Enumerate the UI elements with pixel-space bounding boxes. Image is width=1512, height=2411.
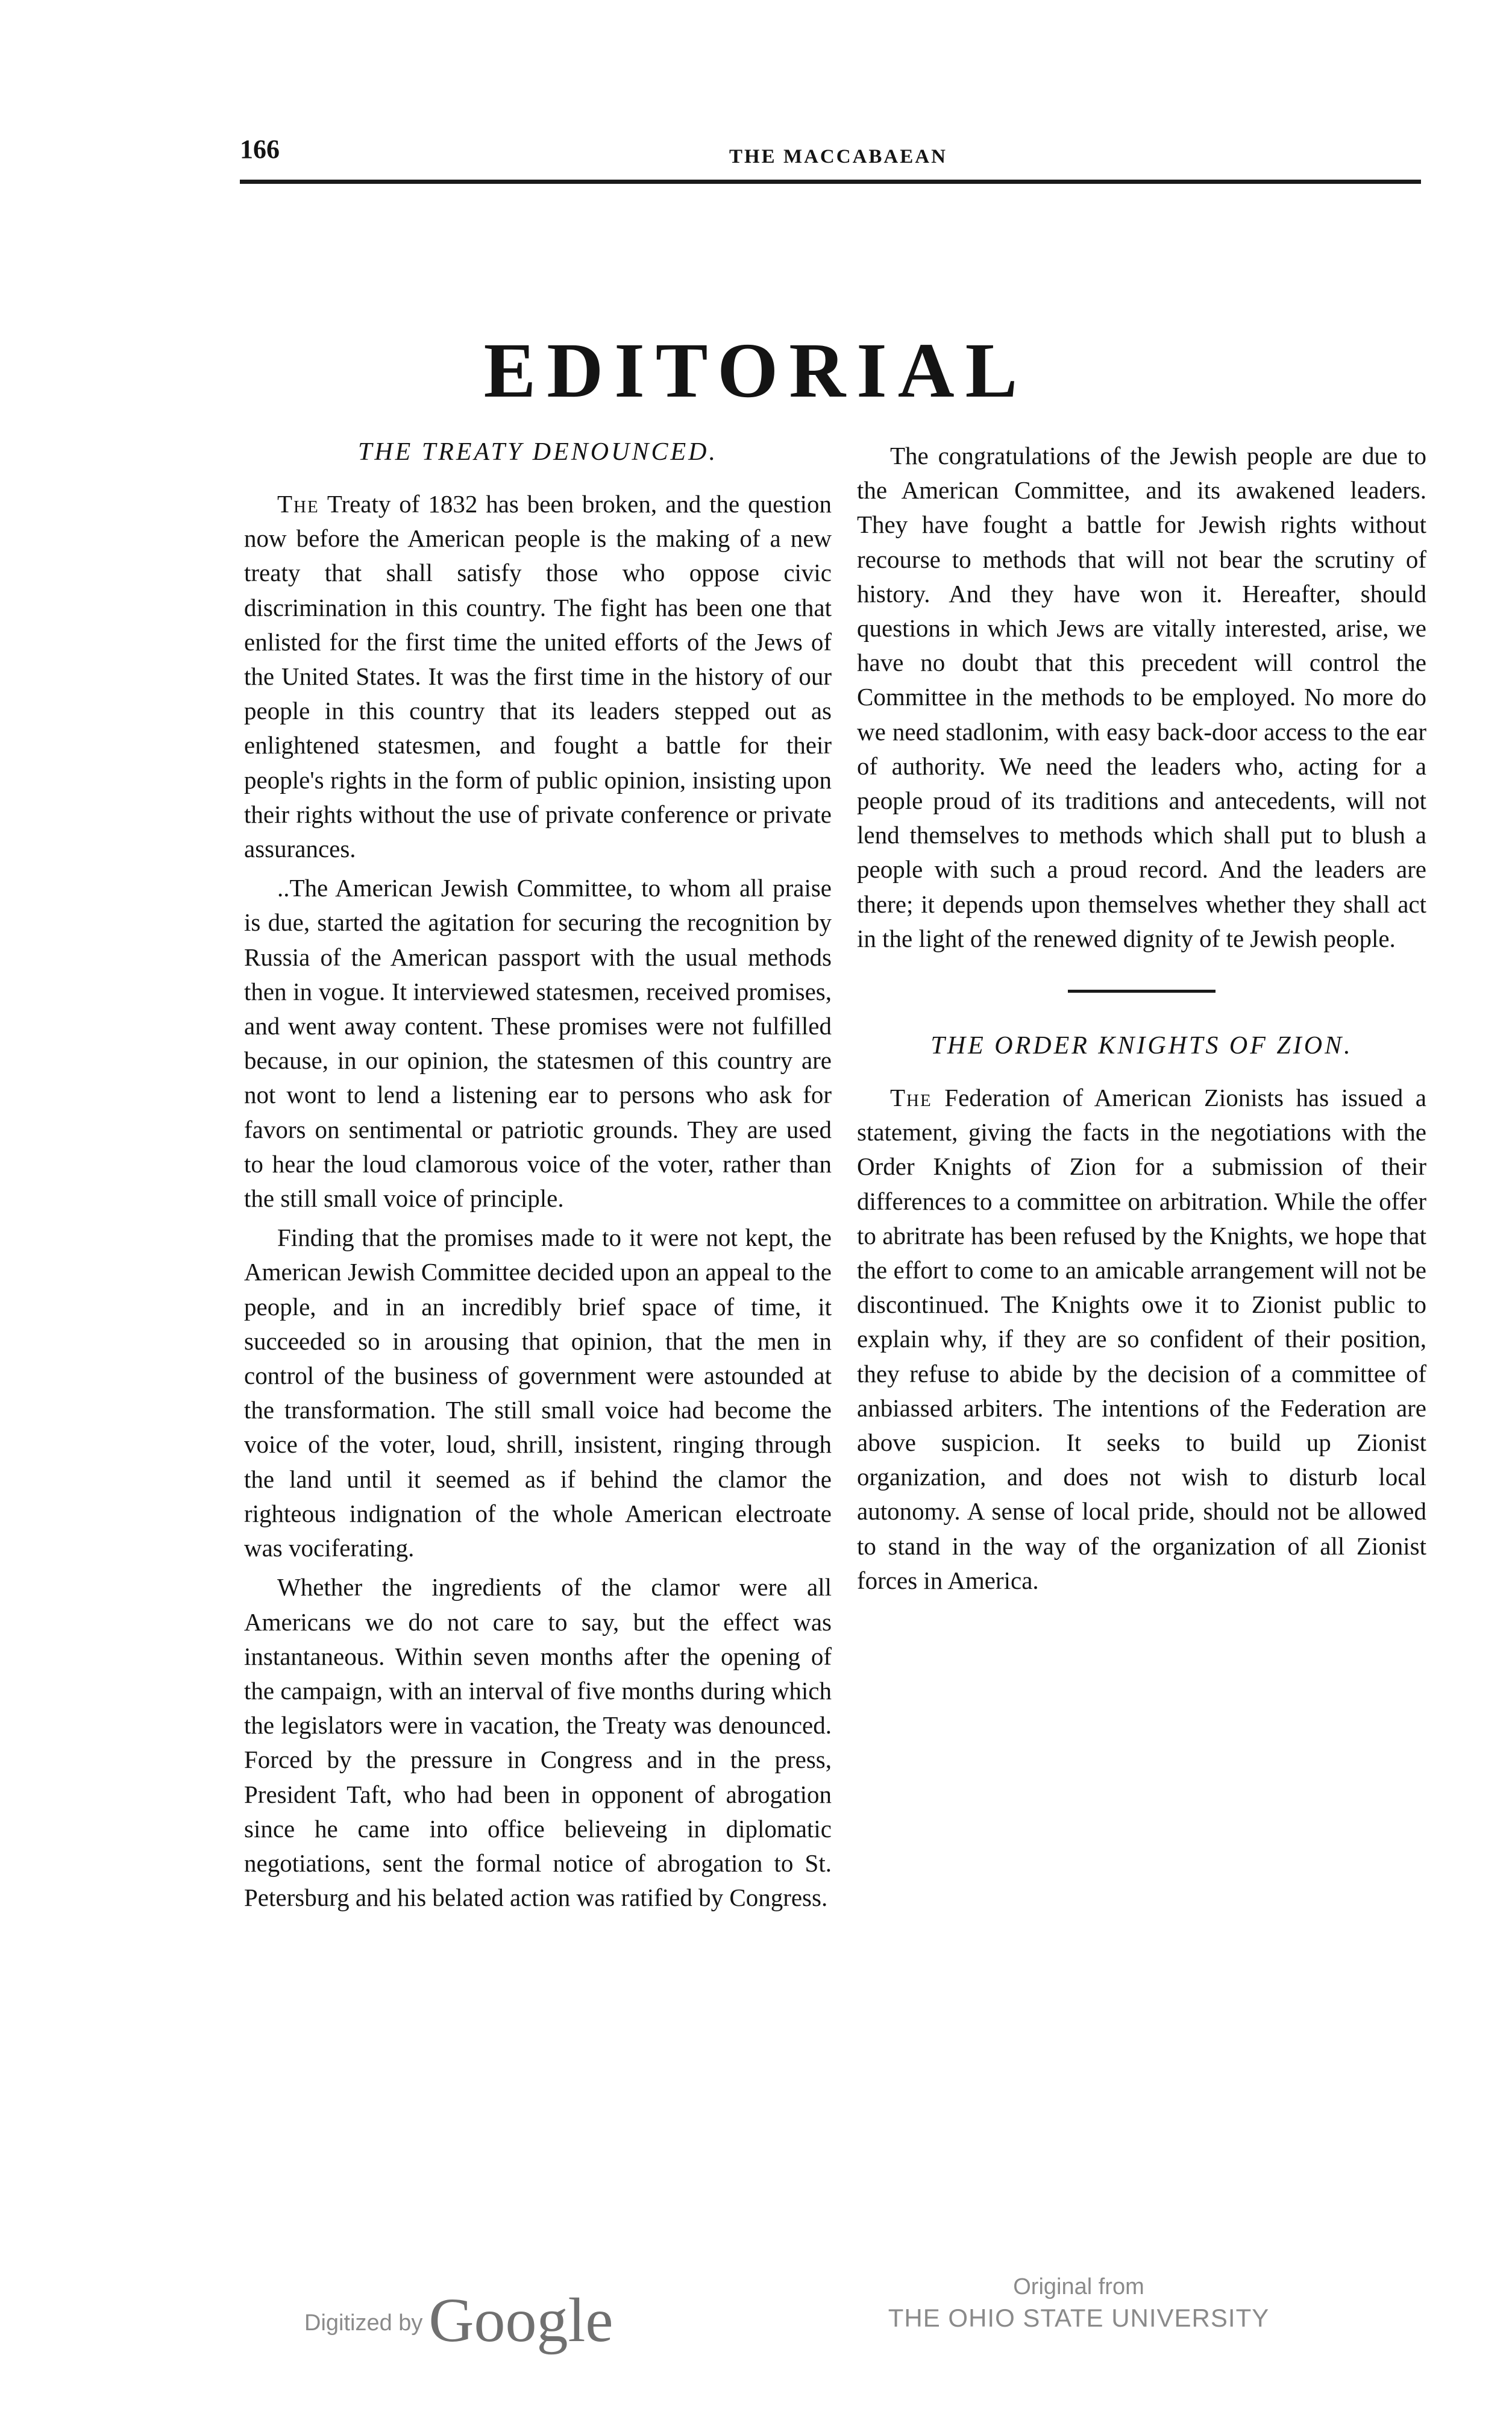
digitized-by-text: Digitized by: [304, 2310, 423, 2336]
paragraph-text: Federation of American Zionists has issued a statement, giving the facts in the negotiations with the Order Knights of Zion for a submission of their differences to a committee on arbitration. While the offer to abritrate has been refused by the Knights, we hope that the effort to come to an amicable arrangement will not be discontinued. The Knights owe it to Zionist public to explain why, if they are so confident of their position, they refuse to abide by the decision of a committee of anbiassed arbiters. The intentions of the Federation are above suspicion. It seeks to build up Zionist organization, and does not wish to disturb local autonomy. A sense of local pride, should not be allowed to stand in the way of the organization of all Zionist forces in America.: [857, 1084, 1426, 1594]
paragraph-lead: The: [890, 1084, 932, 1112]
paragraph: [244, 487, 832, 866]
section-heading-treaty: THE TREATY DENOUNCED.: [357, 438, 718, 466]
original-from-text: Original from: [1013, 2274, 1144, 2299]
google-logo: Google: [428, 2286, 613, 2355]
running-title: THE MACCABAEAN: [729, 146, 947, 168]
institution-name: THE OHIO STATE UNIVERSITY: [888, 2304, 1270, 2332]
header-rule: [240, 180, 1421, 184]
left-column: [244, 434, 832, 1915]
paragraph: Whether the ingredients of the clamor were all Americans we do not care to say, but the effect was instantaneous. Within seven months after the opening of the campaign, with an interval of five months during which the legislators were in vacation, the Treaty was denounced. Forced by the pressure in Congress and in the press, President Taft, who had been in opponent of abrogation since he came into office believeing in diplomatic negotiations, sent the formal notice of abrogation to St. Petersburg and his belated action was ratified by Congress.: [244, 1573, 832, 1912]
paragraph: ..The American Jewish Committee, to whom all praise is due, started the agitation for securing the recognition by Russia of the American passport with the usual methods then in vogue. It interviewed statesmen, received promises, and went away content. These promises were not fulfilled because, in our opinion, the statesmen of this country are not wont to lend a listening ear to persons who ask for favors on sentimental or patriotic grounds. They are used to hear the loud clamorous voice of the voter, rather than the still small voice of principle.: [244, 874, 832, 1213]
paragraph: [857, 1081, 1426, 1598]
section-heading-knights: THE ORDER KNIGHTS OF ZION.: [930, 1032, 1353, 1060]
paragraph: Finding that the promises made to it were not kept, the American Jewish Committee decided upon an appeal to the people, and in an incredibly brief space of time, it succeeded so in arousing that opinion, that the men in control of the business of government were astounded at the transformation. The still small voice had become the voice of the voter, loud, shrill, insistent, ringing through the land until it seemed as if behind the clamor the righteous indignation of the whole American electroate was vociferating.: [244, 1224, 832, 1562]
original-from-notice: [850, 2271, 1308, 2334]
page-number: 166: [240, 134, 280, 164]
right-column: [857, 434, 1426, 1598]
editorial-title: EDITORIAL: [483, 327, 1029, 414]
section-divider: [1068, 990, 1216, 993]
paragraph-lead: The: [277, 490, 319, 518]
digitized-by-notice: [304, 2284, 613, 2356]
paragraph: The congratulations of the Jewish people are due to the American Committee, and its awakened leaders. They have fought a battle for Jewish rights without recourse to methods that will not bear the scrutiny of history. And they have won it. Hereafter, should questions in which Jews are vitally interested, arise, we have no doubt that this precedent will control the Committee in the methods to be employed. No more do we need stadlonim, with easy back-door access to the ear of authority. We need the leaders who, acting for a people proud of its traditions and antecedents, will not lend themselves to methods which shall put to blush a people with such a proud record. And the leaders are there; it depends upon themselves whether they shall act in the light of the renewed dignity of te Jewish people.: [857, 442, 1426, 952]
paragraph-text: Treaty of 1832 has been broken, and the question now before the American people is the making of a new treaty that shall satisfy those who oppose civic discrimination in this country. The fight has been one that enlisted for the first time the united efforts of the Jews of the United States. It was the first time in the history of our people in this country that its leaders stepped out as enlightened statesmen, and fought a battle for their people's rights in the form of public opinion, insisting upon their rights without the use of private conference or private assurances.: [244, 490, 832, 863]
